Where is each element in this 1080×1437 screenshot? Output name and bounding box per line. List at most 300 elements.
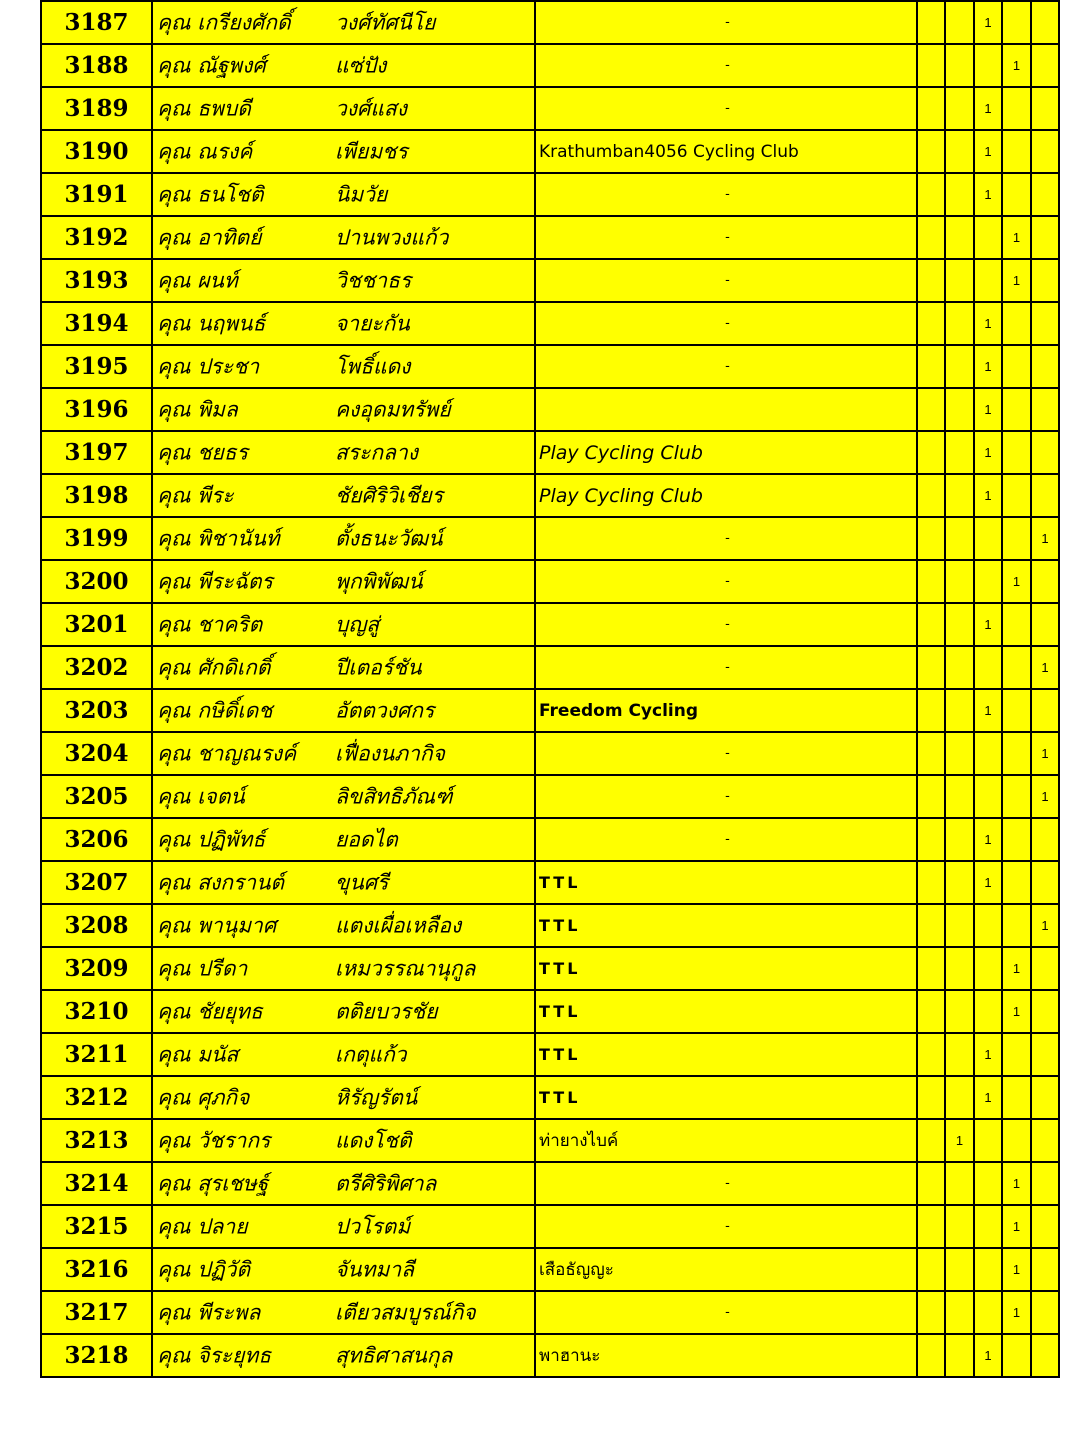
first-name: คุณ เกรียงศักดิ์ [157,10,291,34]
category-mark-2 [945,1248,974,1291]
club-name: เสือธัญญะ [535,1248,917,1291]
table-row [41,947,1059,990]
category-mark-4: 1 [1002,1291,1031,1334]
category-mark-1 [917,130,945,173]
category-mark-4 [1002,517,1031,560]
category-mark-3 [974,1162,1002,1205]
category-mark-5 [1031,1033,1059,1076]
category-mark-5 [1031,1291,1059,1334]
category-mark-2 [945,1033,974,1076]
row-number: 3192 [41,216,152,259]
participant-name-cell [152,1205,535,1248]
category-mark-4 [1002,818,1031,861]
row-number: 3203 [41,689,152,732]
category-mark-2 [945,689,974,732]
first-name: คุณ ศักดิเกติ์ [157,655,271,679]
row-number: 3193 [41,259,152,302]
last-name: สุทธิศาสนกุล [335,1343,453,1367]
first-name: คุณ ชัยยุทธ [157,999,263,1023]
last-name: ปวโรตม์ [335,1214,411,1238]
club-name: - [535,259,917,302]
club-name: TTL [535,1033,917,1076]
last-name: ตติยบวรชัย [335,999,438,1023]
first-name: คุณ มนัส [157,1042,239,1066]
table-row [41,560,1059,603]
category-mark-4 [1002,1334,1031,1377]
last-name: พุกพิพัฒน์ [335,569,423,593]
category-mark-4: 1 [1002,990,1031,1033]
club-name: ท่ายางไบค์ [535,1119,917,1162]
row-number: 3213 [41,1119,152,1162]
first-name: คุณ สุรเชษฐ์ [157,1171,269,1195]
category-mark-4 [1002,302,1031,345]
participant-name-cell [152,431,535,474]
category-mark-5 [1031,947,1059,990]
table-row [41,302,1059,345]
category-mark-1 [917,560,945,603]
last-name: ตั้งธนะวัฒน์ [335,526,443,550]
category-mark-3: 1 [974,1076,1002,1119]
table-row [41,87,1059,130]
club-name: - [535,87,917,130]
first-name: คุณ พีระฉัตร [157,569,273,593]
row-number: 3198 [41,474,152,517]
category-mark-3: 1 [974,87,1002,130]
table-row [41,1,1059,44]
category-mark-3 [974,732,1002,775]
first-name: คุณ พิมล [157,397,238,421]
category-mark-3 [974,517,1002,560]
category-mark-3: 1 [974,173,1002,216]
table-row [41,1205,1059,1248]
category-mark-1 [917,1291,945,1334]
participant-name-cell [152,216,535,259]
first-name: คุณ กษิดิ์เดช [157,698,273,722]
last-name: ลิขสิทธิภัณฑ์ [335,784,453,808]
category-mark-1 [917,947,945,990]
club-name: - [535,302,917,345]
last-name: ปานพวงแก้ว [335,225,449,249]
row-number: 3187 [41,1,152,44]
participant-name-cell [152,1119,535,1162]
participant-name-cell [152,732,535,775]
category-mark-3: 1 [974,431,1002,474]
category-mark-1 [917,216,945,259]
participant-name-cell [152,388,535,431]
category-mark-4 [1002,87,1031,130]
row-number: 3194 [41,302,152,345]
row-number: 3188 [41,44,152,87]
row-number: 3205 [41,775,152,818]
first-name: คุณ วัชรากร [157,1128,271,1152]
last-name: เตียวสมบูรณ์กิจ [335,1300,476,1324]
last-name: วงศ์ทัศนีโย [335,10,436,34]
category-mark-3 [974,904,1002,947]
category-mark-2 [945,259,974,302]
category-mark-2 [945,861,974,904]
category-mark-1 [917,1334,945,1377]
category-mark-4: 1 [1002,560,1031,603]
category-mark-5 [1031,173,1059,216]
category-mark-4 [1002,1076,1031,1119]
category-mark-5: 1 [1031,775,1059,818]
category-mark-5 [1031,861,1059,904]
category-mark-4 [1002,732,1031,775]
category-mark-5 [1031,1119,1059,1162]
club-name: - [535,44,917,87]
category-mark-1 [917,732,945,775]
category-mark-5 [1031,1334,1059,1377]
table-row [41,1033,1059,1076]
category-mark-1 [917,1076,945,1119]
club-name: - [535,173,917,216]
participant-name-cell [152,1248,535,1291]
last-name: จันทมาลี [335,1257,415,1281]
row-number: 3218 [41,1334,152,1377]
category-mark-4 [1002,646,1031,689]
category-mark-4: 1 [1002,1205,1031,1248]
participant-table [40,0,1060,1378]
first-name: คุณ ปฏิพัทธ์ [157,827,266,851]
category-mark-4 [1002,775,1031,818]
category-mark-4 [1002,689,1031,732]
category-mark-4: 1 [1002,947,1031,990]
category-mark-1 [917,1119,945,1162]
table-row [41,474,1059,517]
last-name: แตงเผื่อเหลือง [335,913,462,937]
last-name: เหมวรรณานุกูล [335,956,476,980]
row-number: 3199 [41,517,152,560]
first-name: คุณ ธพบดี [157,96,251,120]
row-number: 3201 [41,603,152,646]
category-mark-1 [917,517,945,560]
category-mark-2 [945,818,974,861]
club-name: - [535,560,917,603]
category-mark-3: 1 [974,474,1002,517]
last-name: สระกลาง [335,440,419,464]
category-mark-4: 1 [1002,216,1031,259]
category-mark-2 [945,130,974,173]
category-mark-1 [917,646,945,689]
club-name: TTL [535,990,917,1033]
club-name: Play Cycling Club [535,431,917,474]
club-name: - [535,1291,917,1334]
last-name: ยอดไต [335,827,398,851]
last-name: เกตุแก้ว [335,1042,407,1066]
first-name: คุณ ชยธร [157,440,248,464]
category-mark-3: 1 [974,861,1002,904]
row-number: 3195 [41,345,152,388]
category-mark-3 [974,646,1002,689]
category-mark-5 [1031,689,1059,732]
row-number: 3215 [41,1205,152,1248]
participant-table-body [41,1,1059,1377]
last-name: จายะกัน [335,311,410,335]
first-name: คุณ พีระ [157,483,234,507]
last-name: เพียมชร [335,139,408,163]
table-row [41,904,1059,947]
category-mark-5 [1031,388,1059,431]
category-mark-1 [917,904,945,947]
table-row [41,44,1059,87]
category-mark-3 [974,1205,1002,1248]
club-name: - [535,646,917,689]
table-row [41,732,1059,775]
participant-name-cell [152,947,535,990]
first-name: คุณ อาทิตย์ [157,225,262,249]
table-row [41,646,1059,689]
category-mark-3: 1 [974,603,1002,646]
first-name: คุณ ณรงค์ [157,139,253,163]
last-name: นิมวัย [335,182,388,206]
category-mark-3: 1 [974,345,1002,388]
category-mark-5 [1031,474,1059,517]
first-name: คุณ ชาญณรงค์ [157,741,297,765]
category-mark-2 [945,44,974,87]
club-name: - [535,603,917,646]
category-mark-1 [917,474,945,517]
category-mark-5 [1031,1162,1059,1205]
category-mark-5 [1031,990,1059,1033]
participant-name-cell [152,689,535,732]
participant-name-cell [152,1076,535,1119]
category-mark-1 [917,689,945,732]
category-mark-4 [1002,1119,1031,1162]
category-mark-3: 1 [974,388,1002,431]
category-mark-4 [1002,388,1031,431]
category-mark-5 [1031,44,1059,87]
table-row [41,345,1059,388]
category-mark-1 [917,259,945,302]
category-mark-2 [945,990,974,1033]
club-name: - [535,818,917,861]
last-name: คงอุดมทรัพย์ [335,397,451,421]
category-mark-2 [945,732,974,775]
category-mark-1 [917,818,945,861]
row-number: 3210 [41,990,152,1033]
category-mark-4 [1002,861,1031,904]
table-row [41,259,1059,302]
first-name: คุณ พานุมาศ [157,913,277,937]
last-name: แซ่ปัง [335,53,387,77]
category-mark-3: 1 [974,1334,1002,1377]
category-mark-4 [1002,603,1031,646]
category-mark-3 [974,560,1002,603]
category-mark-3: 1 [974,1033,1002,1076]
category-mark-4: 1 [1002,44,1031,87]
last-name: บุญสู่ [335,612,380,636]
category-mark-3 [974,990,1002,1033]
club-name: TTL [535,947,917,990]
table-row [41,173,1059,216]
category-mark-5 [1031,1248,1059,1291]
first-name: คุณ พีระพล [157,1300,261,1324]
row-number: 3204 [41,732,152,775]
first-name: คุณ นฤพนธ์ [157,311,266,335]
first-name: คุณ ปฏิวัติ [157,1257,251,1281]
first-name: คุณ ประชา [157,354,260,378]
category-mark-4: 1 [1002,1162,1031,1205]
row-number: 3217 [41,1291,152,1334]
category-mark-5 [1031,130,1059,173]
last-name: โพธิ์แดง [335,354,411,378]
category-mark-1 [917,1033,945,1076]
last-name: แดงโชติ [335,1128,412,1152]
category-mark-5 [1031,818,1059,861]
category-mark-1 [917,1248,945,1291]
row-number: 3207 [41,861,152,904]
participant-name-cell [152,130,535,173]
table-row [41,775,1059,818]
category-mark-2: 1 [945,1119,974,1162]
first-name: คุณ เจตน์ [157,784,245,808]
row-number: 3200 [41,560,152,603]
category-mark-5 [1031,1076,1059,1119]
row-number: 3214 [41,1162,152,1205]
club-name: Freedom Cycling [535,689,917,732]
table-row [41,1291,1059,1334]
participant-name-cell [152,1033,535,1076]
club-name: - [535,732,917,775]
row-number: 3216 [41,1248,152,1291]
participant-name-cell [152,173,535,216]
first-name: คุณ ณัฐพงศ์ [157,53,266,77]
category-mark-5 [1031,259,1059,302]
category-mark-2 [945,775,974,818]
category-mark-2 [945,1205,974,1248]
participant-name-cell [152,259,535,302]
last-name: ชัยศิริวิเชียร [335,483,443,507]
category-mark-4: 1 [1002,1248,1031,1291]
participant-name-cell [152,818,535,861]
last-name: ตรีศิริพิศาล [335,1171,437,1195]
category-mark-3: 1 [974,130,1002,173]
category-mark-2 [945,1076,974,1119]
category-mark-5 [1031,560,1059,603]
category-mark-2 [945,431,974,474]
table-row [41,1334,1059,1377]
category-mark-3 [974,259,1002,302]
category-mark-1 [917,603,945,646]
row-number: 3206 [41,818,152,861]
participant-name-cell [152,560,535,603]
club-name: - [535,216,917,259]
club-name: TTL [535,861,917,904]
row-number: 3209 [41,947,152,990]
row-number: 3197 [41,431,152,474]
category-mark-4 [1002,1033,1031,1076]
category-mark-1 [917,1162,945,1205]
category-mark-1 [917,345,945,388]
category-mark-4 [1002,345,1031,388]
first-name: คุณ ศุภกิจ [157,1085,250,1109]
category-mark-3 [974,947,1002,990]
category-mark-4 [1002,474,1031,517]
category-mark-2 [945,173,974,216]
category-mark-3 [974,44,1002,87]
row-number: 3202 [41,646,152,689]
category-mark-1 [917,1205,945,1248]
club-name: TTL [535,1076,917,1119]
club-name: Play Cycling Club [535,474,917,517]
first-name: คุณ สงกรานต์ [157,870,285,894]
participant-name-cell [152,302,535,345]
category-mark-1 [917,990,945,1033]
category-mark-2 [945,1291,974,1334]
category-mark-5: 1 [1031,732,1059,775]
participant-name-cell [152,1162,535,1205]
table-row [41,689,1059,732]
category-mark-4 [1002,431,1031,474]
last-name: ขุนศรี [335,870,389,894]
row-number: 3211 [41,1033,152,1076]
category-mark-2 [945,1334,974,1377]
participant-name-cell [152,990,535,1033]
category-mark-1 [917,388,945,431]
participant-name-cell [152,87,535,130]
category-mark-5 [1031,216,1059,259]
table-row [41,861,1059,904]
category-mark-5: 1 [1031,904,1059,947]
table-row [41,388,1059,431]
category-mark-3: 1 [974,1,1002,44]
club-name: - [535,1205,917,1248]
category-mark-1 [917,431,945,474]
club-name: พาฮานะ [535,1334,917,1377]
first-name: คุณ จิระยุทธ [157,1343,272,1367]
category-mark-1 [917,302,945,345]
category-mark-5 [1031,603,1059,646]
row-number: 3191 [41,173,152,216]
last-name: หิรัญรัตน์ [335,1085,418,1109]
table-row [41,1162,1059,1205]
category-mark-3 [974,1119,1002,1162]
last-name: เฟื่องนภากิจ [335,741,445,765]
first-name: คุณ ปลาย [157,1214,248,1238]
category-mark-5 [1031,1205,1059,1248]
category-mark-1 [917,775,945,818]
participant-name-cell [152,646,535,689]
category-mark-3: 1 [974,689,1002,732]
category-mark-5 [1031,1,1059,44]
table-row [41,1248,1059,1291]
participant-name-cell [152,44,535,87]
table-row [41,1119,1059,1162]
club-name: - [535,1162,917,1205]
participant-name-cell [152,904,535,947]
club-name: - [535,1,917,44]
category-mark-2 [945,1,974,44]
first-name: คุณ พิชานันท์ [157,526,280,550]
category-mark-4: 1 [1002,259,1031,302]
category-mark-2 [945,904,974,947]
last-name: อัตตวงศกร [335,698,435,722]
category-mark-3: 1 [974,818,1002,861]
category-mark-2 [945,947,974,990]
category-mark-4 [1002,130,1031,173]
club-name: Krathumban4056 Cycling Club [535,130,917,173]
club-name: TTL [535,904,917,947]
category-mark-2 [945,216,974,259]
table-row [41,603,1059,646]
row-number: 3208 [41,904,152,947]
table-row [41,431,1059,474]
club-name [535,388,917,431]
category-mark-5 [1031,87,1059,130]
last-name: ปีเตอร์ชัน [335,655,422,679]
last-name: วงศ์แสง [335,96,407,120]
category-mark-3: 1 [974,302,1002,345]
